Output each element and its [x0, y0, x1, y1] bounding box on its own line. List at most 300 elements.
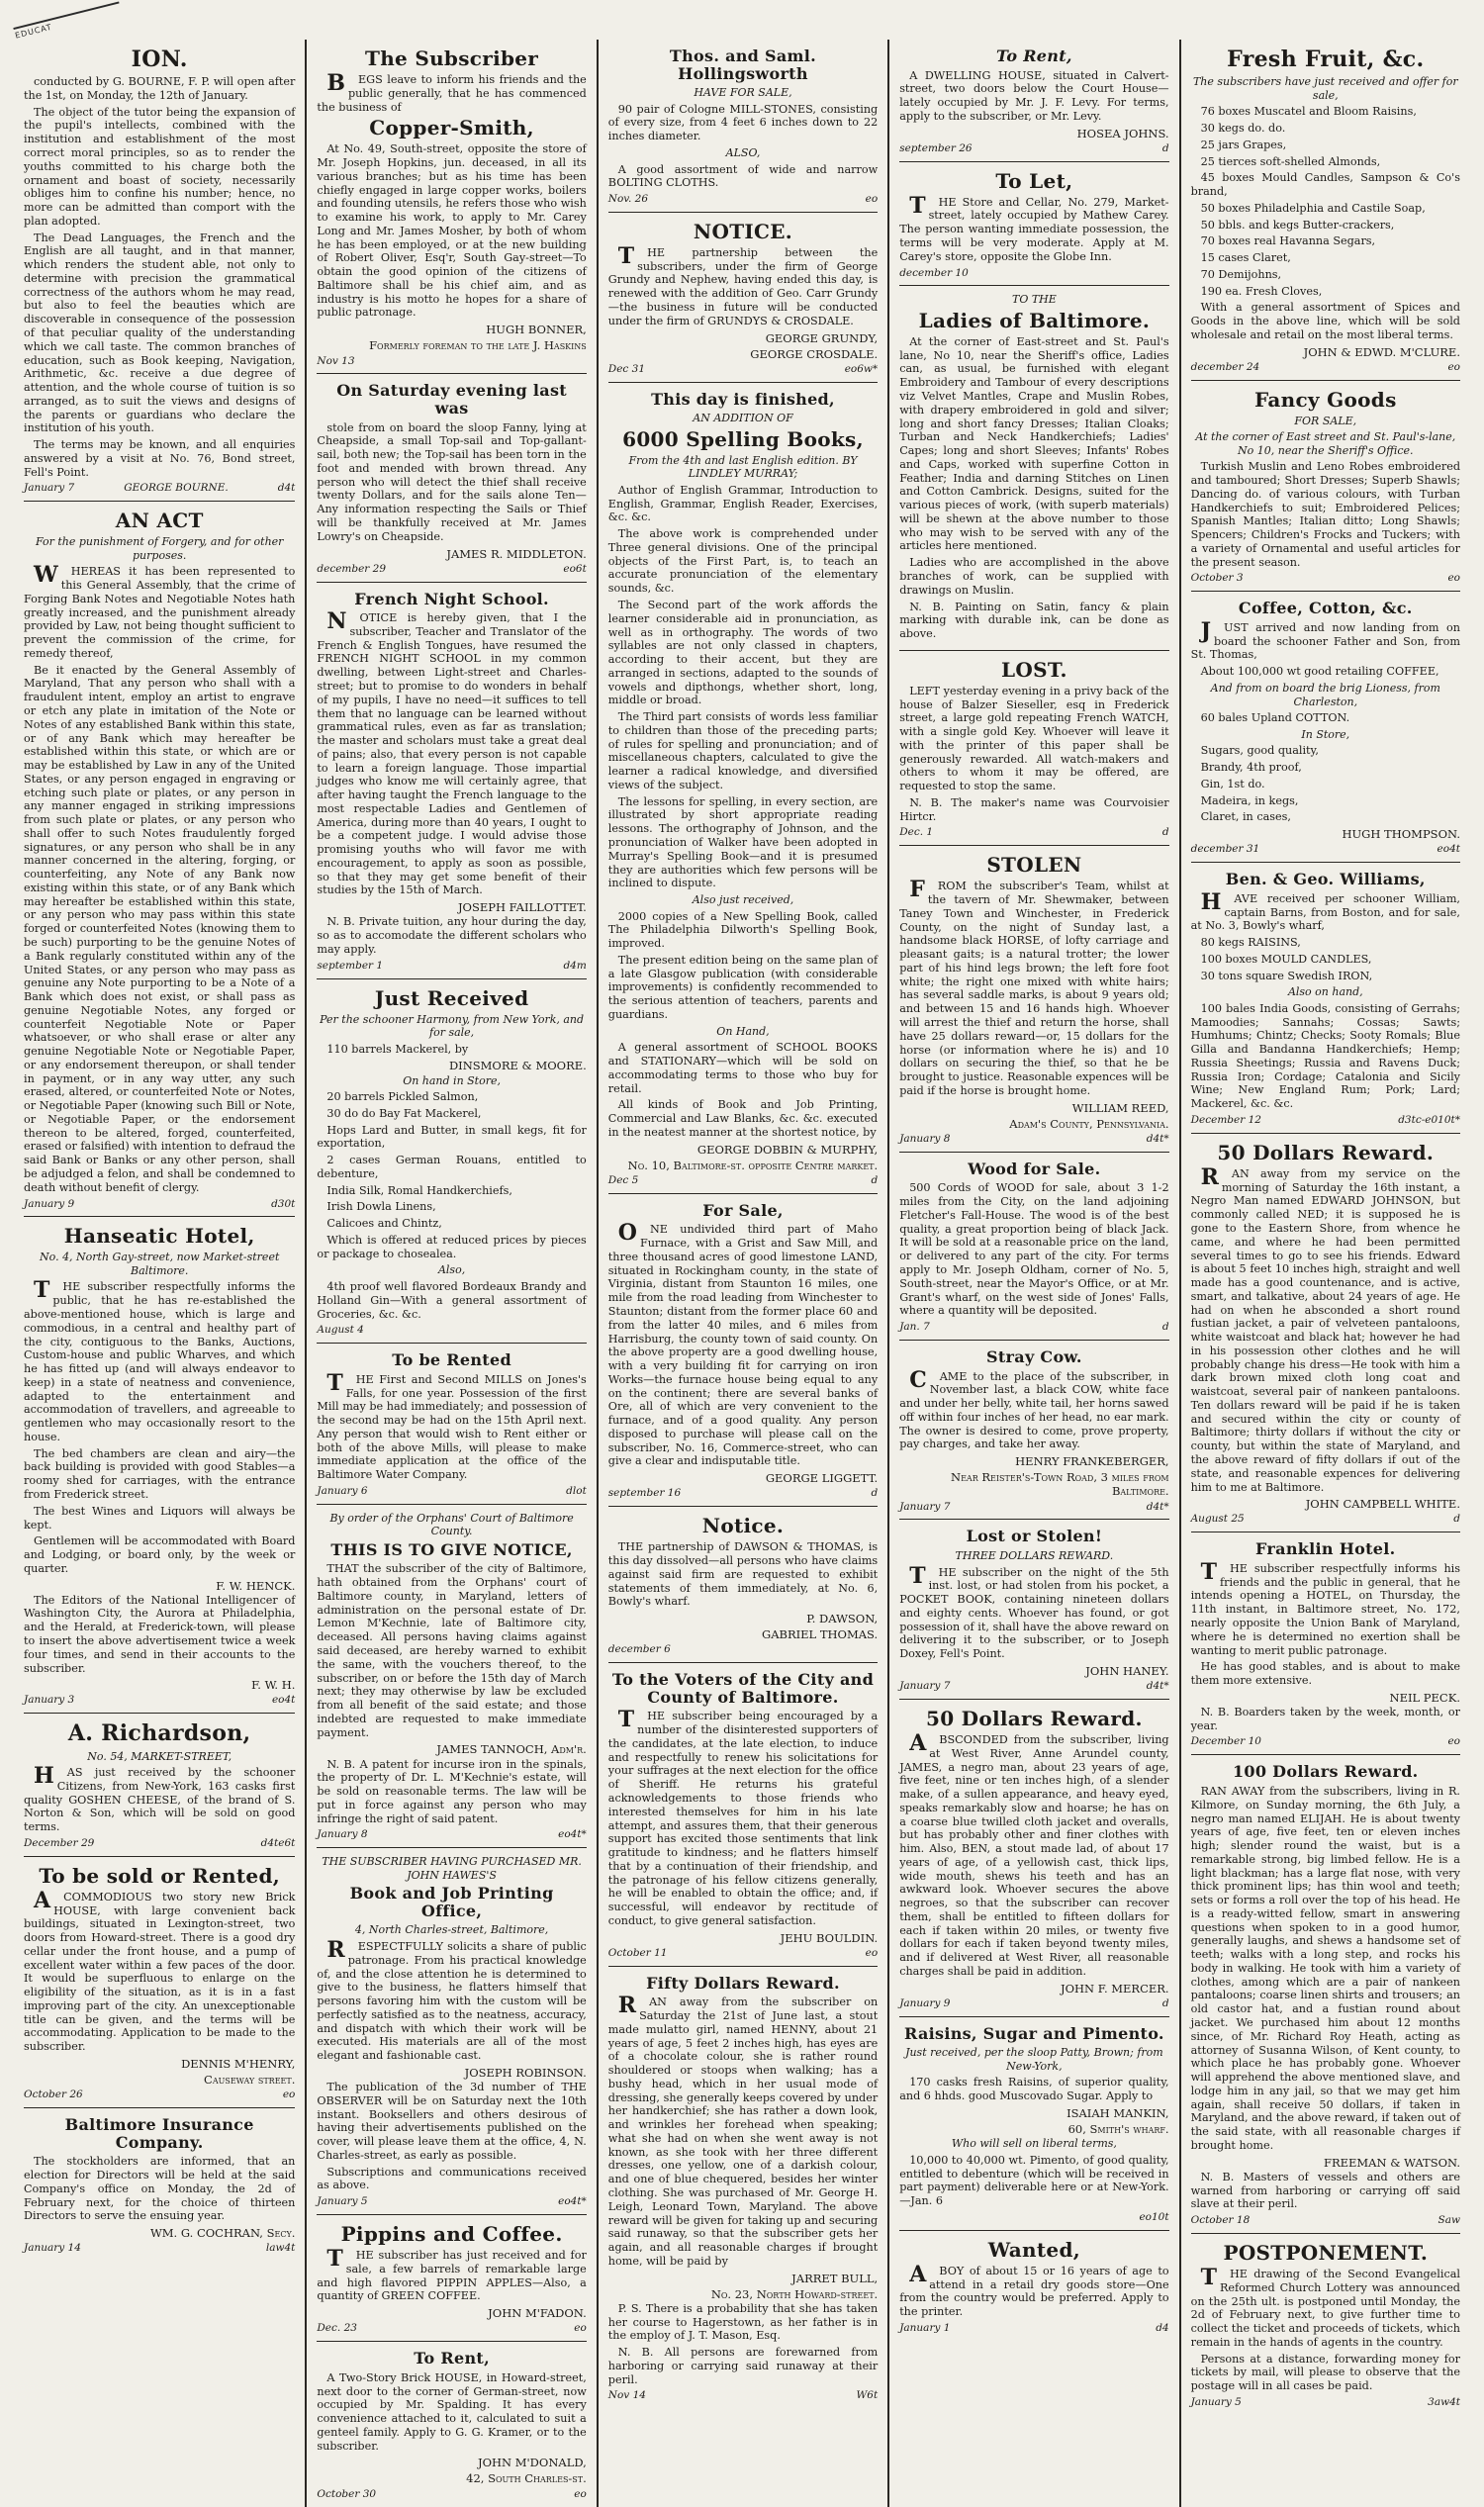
- ad-text: BEGS leave to inform his friends and the public generally, that he has commenced the business of: [317, 70, 587, 114]
- ad-title: AN ACT: [115, 509, 204, 533]
- ad-to-let: [899, 162, 1168, 287]
- ad-title: French Night School.: [354, 589, 549, 608]
- ad-footer: [317, 1324, 586, 1337]
- ad-text: THE subscriber respectfully informs his friends and the public in general, that he intends opening a HOTEL, on Thursday, the 11th instant, in Baltimore street, No. 172, nearly opposite the Union Bank of Maryland, where he is determined no exertion shall be wanting to merit public patronage.: [1190, 1558, 1460, 1657]
- ad-note: N. B. Boarders taken by the week, month, or year.: [1190, 1705, 1460, 1732]
- ad-line: Also on hand,: [1287, 985, 1363, 999]
- ad-signature: JOHN HANEY.: [1085, 1663, 1169, 1678]
- ad-footer: [608, 1643, 878, 1656]
- ad-footer: [1191, 1735, 1460, 1748]
- ad-title: To Let,: [995, 168, 1073, 193]
- ad-date: December 29: [24, 1836, 95, 1849]
- ad-text: RAN AWAY from the subscribers, living in R. Kilmore, on Sunday morning, the 6th July, a negro man named ELIJAH. He is about twenty years of age, five feet, ten or eleven inches high; slender round the waist, but is a remarkable strong, big limbed fellow. He is a light blackman; has a large flat nose, with very thick prominent lips; has thin wool and teeth; sets or forms a roll over the top of his head. He is a ready-witted fellow, smart in answering questions when spoken to in a good humor, generally laughs, and shews a handsome set of teeth; walks with a long step, and rocks his body in walking. He took with him a variety of clothes, among which are a pair of nankeen pantaloons; coarse linen shirts and trousers; an old castor hat, and a fustian round about jacket. We purchased him about 12 months since, of Mr. Richard Roy Heath, acting as attorney of Susanna Wilson, of Kent county, to which place he has probably gone. Whoever will apprehend the above mentioned slave, and lodge him in any jail, so that we may get him again, shall receive 50 dollars, if taken in Maryland, and the above reward, if taken out of the said state, with all reasonable charges if brought home.: [1190, 1784, 1460, 2152]
- ad-code: law4t: [265, 2242, 296, 2255]
- ad-text: conducted by G. BOURNE, F. P. will open after the 1st, on Monday, the 12th of January.: [24, 75, 296, 102]
- ad-note: N. B. All persons are forewarned from harboring or carrying said runaway at their peril.: [607, 2346, 879, 2386]
- ad-title: To Rent,: [995, 46, 1072, 65]
- ad-code: eo10t: [1139, 2210, 1169, 2223]
- ad-postponement: [1191, 2234, 1460, 2415]
- ad-pippins: [317, 2215, 586, 2342]
- ad-line: 80 kegs RAISINS,: [1200, 936, 1301, 950]
- ad-title: Hanseatic Hotel,: [63, 1224, 255, 1249]
- ad-title: Ben. & Geo. Williams,: [1225, 870, 1426, 889]
- ad-date: January 7: [899, 1500, 951, 1513]
- ad-wanted: [899, 2231, 1168, 2341]
- ad-date: september 26: [899, 141, 973, 154]
- ad-signature-note: Formerly foreman to the late J. Haskins: [369, 338, 587, 353]
- ad-text: stole from on board the sloop Fanny, lying at Cheapside, a small Top-sail and Top-gallant-sail, both new; the Top-sail has been torn in the foot and mended with brown thread. Any person who will detect the thief shall receive twenty Dollars, and for the sails alone Ten—Any information respecting the Sails or Thief will be thankfully received at Mr. James Lowry's on Cheapside.: [317, 420, 587, 543]
- ad-subtitle: The subscribers have just received and offer for sale,: [1192, 75, 1458, 102]
- ad-title: Lost or Stolen!: [966, 1527, 1103, 1546]
- ad-signature-address: 42, South Charles-st.: [466, 2471, 587, 2486]
- ad-footer: [317, 960, 586, 973]
- ad-signature-address: Near Reister's-Town Road, 3 miles from Baltimore.: [951, 1470, 1169, 1499]
- ad-subtitle: 4, North Charles-street, Baltimore,: [354, 1923, 549, 1937]
- ad-text: A Two-Story Brick HOUSE, in Howard-street, next door to the corner of German-street, now occupied by Mr. Spalding. It has every convenience attached to it, calculated to suit a genteel family. Apply to G. G. Kramer, or to the subscriber.: [317, 2370, 587, 2453]
- ad-code: d4t*: [1146, 1680, 1169, 1693]
- ad-notice-dawson: [608, 1507, 878, 1663]
- ad-text: Turkish Muslin and Leno Robes embroidered and tamboured; Short Dresses; Superb Shawls; Dancing do. of various colours, with Turban Handkerchiefs to suit; Embroidered Pelices; Spanish Mantles; Italian ditto; Long Shawls; Spencers; Children's Frocks and Tuckers; with a variety of Ornamental and useful articles for the present season.: [1190, 460, 1460, 569]
- ad-text: The above work is comprehended under Three general divisions. One of the principal objects of the First Part, is, to teach an accurate pronunciation of the elementary sounds, &c.: [607, 527, 879, 596]
- column-1: [14, 40, 305, 2507]
- ad-subtitle: THREE DOLLARS REWARD.: [955, 1549, 1114, 1563]
- ad-footer: [899, 1501, 1168, 1514]
- ad-title: Book and Job Printing Office,: [349, 1884, 554, 1920]
- ad-line: In Store,: [1301, 727, 1350, 741]
- ad-signature: GEORGE DOBBIN & MURPHY,: [696, 1142, 879, 1157]
- ad-line: 60 bales Upland COTTON.: [1200, 711, 1350, 725]
- ad-copper-smith: [317, 40, 586, 374]
- ad-signature: WILLIAM REED,: [1071, 1100, 1169, 1115]
- ad-code: d4: [1156, 2321, 1169, 2334]
- ad-line: 30 kegs do. do.: [1200, 121, 1286, 135]
- ad-subtitle: At the corner of East street and St. Paul's-lane, No 10, near the Sheriff's Office.: [1195, 430, 1456, 457]
- ad-subtitle: TO THE: [1011, 293, 1057, 307]
- ad-text: THE subscriber on the night of the 5th inst. lost, or had stolen from his pocket, a POCKET BOOK, containing nineteen dollars and eighty cents. Whoever has found, or got possession of it, shall have the above reward on delivering it to the subscriber, or to Joseph Doxey, Fell's Point.: [899, 1562, 1169, 1661]
- ad-line: 25 tierces soft-shelled Almonds,: [1200, 154, 1381, 168]
- ad-line: Who will sell on liberal terms,: [951, 2137, 1117, 2151]
- ad-title: Notice.: [701, 1514, 785, 1538]
- ad-date: Nov 14: [607, 2389, 646, 2402]
- ad-line: On hand in Store,: [403, 1073, 501, 1087]
- ad-act-forgery: [24, 502, 295, 1217]
- ad-line: 70 Demijohns,: [1200, 267, 1282, 281]
- ad-footer: [608, 193, 878, 206]
- ad-text: A good assortment of wide and narrow BOLTING CLOTHS.: [607, 162, 879, 190]
- ad-code: d30t: [271, 1197, 296, 1210]
- ad-coffee-cotton: [1191, 592, 1460, 863]
- ad-text: THE subscriber has just received and for sale, a few barrels of remarkable large and high flavored PIPPIN APPLES—Also, a quantity of GREEN COFFEE.: [317, 2246, 587, 2303]
- ad-line: Brandy, 4th proof,: [1200, 761, 1302, 775]
- ad-code: eo: [1447, 360, 1460, 373]
- ad-title: To be Rented: [392, 1350, 511, 1370]
- ad-title: Franklin Hotel.: [1255, 1539, 1396, 1559]
- ad-line: Sugars, good quality,: [1200, 744, 1319, 758]
- ad-raisins: [899, 2017, 1168, 2231]
- ad-footer: [608, 1947, 878, 1960]
- ad-signature: HENRY FRANKEBERGER,: [1015, 1454, 1169, 1469]
- ad-signature: DINSMORE & MOORE.: [448, 1059, 587, 1073]
- ad-line: 100 boxes MOULD CANDLES,: [1200, 952, 1372, 966]
- ad-title: Copper-Smith,: [369, 116, 534, 140]
- ad-signature: JOHN F. MERCER.: [1060, 1981, 1169, 1996]
- ad-code: W6t: [856, 2389, 879, 2402]
- ad-footer: [24, 1198, 295, 1211]
- ad-signature: NEIL PECK.: [1389, 1690, 1460, 1705]
- ad-orphans-court: [317, 1505, 586, 1848]
- ad-sold-rented: [24, 1857, 295, 2108]
- ad-date: december 10: [899, 266, 969, 279]
- ad-title: To the Voters of the City and County of Baltimore.: [611, 1670, 875, 1707]
- ad-line: 100 bales India Goods, consisting of Gerrahs; Mamoodies; Sannahs; Cossas; Sawts; Humhums; Chintz; Checks; Sooty Romals; Blue Gilla and Bandanna Handkerchiefs; Hemp; Russia Sheetings; Russia and Ravens Duck; Russia Iron; Cordage; Catalonia and Sicily Wine; New England Rum; Pork; Lard; Mackerel, &c. &c.: [1190, 1001, 1460, 1111]
- ad-line: 50 bbls. and kegs Butter-crackers,: [1200, 218, 1395, 232]
- ad-footer: [1191, 572, 1460, 585]
- column-4: [887, 40, 1178, 2507]
- ad-line: And from on board the brig Lioness, from Charleston,: [1210, 681, 1440, 708]
- ad-signature-address: Adam's County, Pennsylvania.: [1009, 1116, 1169, 1131]
- ad-date: september 16: [607, 1487, 682, 1500]
- ad-date: January 5: [317, 2195, 368, 2208]
- ad-code: eo6t: [563, 562, 587, 575]
- ad-note: The Editors of the National Intelligencer of Washington City, the Aurora at Philadelphia, and the Herald, at Frederick-town, will please to insert the above advertisement twice a week four times, and send in their accounts to the subscriber.: [24, 1593, 296, 1675]
- ad-fifty-dollars-2: [899, 1700, 1168, 2017]
- ad-text: The best Wines and Liquors will always be kept.: [24, 1504, 296, 1532]
- ad-title: Pippins and Coffee.: [340, 2222, 563, 2247]
- ad-text: At No. 49, South-street, opposite the store of Mr. Joseph Hopkins, jun. deceased, in all its various branches; but as his time has been chiefly engaged in large copper works, boilers and founding utensils, he refers those who wish to examine his work, to apply to Mr. Carey Long and Mr. James Mosher, by both of whom he has been employed, or at the new building of Robert Oliver, Esq'r, South Gay-street—To obtain the good opinion of the citizens of Baltimore shall be his chief aim, and as industry is his motto he hopes for a share of public patronage.: [317, 142, 587, 320]
- ad-line: 70 boxes real Havanna Segars,: [1200, 234, 1376, 248]
- ad-line: HAVE received per schooner William, captain Barns, from Boston, and for sale, at No. 3, Bowly's wharf,: [1190, 888, 1460, 933]
- ad-code: 3aw4t: [1428, 2395, 1460, 2408]
- ad-mills-rented: [317, 1344, 586, 1505]
- ad-title: Wood for Sale.: [968, 1159, 1101, 1178]
- ad-title: Coffee, Cotton, &c.: [1238, 599, 1413, 618]
- ad-date: October 26: [24, 2089, 83, 2101]
- ad-footer: [1191, 2396, 1460, 2409]
- ad-code: d4t*: [1146, 1500, 1169, 1513]
- ad-subtitle: No. 54, MARKET-STREET,: [87, 1749, 232, 1763]
- ad-text: RESPECTFULLY solicits a share of public patronage. From his practical knowledge of, and the close attention he is determined to give to the business, he flatters himself that persons favoring him with the custom will be perfectly satisfied as to the neatness, accuracy, and dispatch with which their work will be executed. His materials are all of the most elegant and fashionable cast.: [317, 1936, 587, 2063]
- ad-title: THIS IS TO GIVE NOTICE,: [330, 1539, 573, 1559]
- ad-footer: [317, 355, 586, 368]
- ad-note: P. S. There is a probability that she has taken her course to Hagerstown, as her father is in the employ of J. T. Mason, Esq.: [607, 2301, 879, 2343]
- ad-title: This day is finished,: [651, 389, 835, 409]
- ad-date: January 6: [317, 1484, 368, 1497]
- ad-date: January 9: [24, 1197, 75, 1210]
- ad-text: Gentlemen will be accommodated with Board and Lodging, or board only, by the week or quarter.: [24, 1534, 296, 1575]
- ad-title: Thos. and Saml. Hollingsworth: [669, 46, 817, 83]
- ad-date: January 14: [24, 2242, 81, 2255]
- ad-signature: P. DAWSON,: [806, 1612, 879, 1626]
- ad-text: WHEREAS it has been represented to this General Assembly, that the crime of Forging Bank Notes and Negotiable Notes hath greatly increased, and the punishment already provided by Law, not being thought sufficient to prevent the commission of the crime, for remedy thereof,: [24, 562, 296, 660]
- ad-date: December 10: [1190, 1735, 1261, 1748]
- ad-line: JUST arrived and now landing from on board the schooner Father and Son, from St. Thomas,: [1190, 617, 1460, 662]
- ad-code: d4te6t: [260, 1836, 296, 1849]
- ad-signature: JAMES R. MIDDLETON.: [446, 546, 587, 561]
- ad-footer: [317, 2322, 586, 2335]
- ad-french-school: [317, 583, 586, 979]
- ad-signature: JOHN CAMPBELL WHITE.: [1305, 1497, 1460, 1512]
- ad-code: d: [871, 1173, 879, 1186]
- column-2: [305, 40, 596, 2507]
- ad-subtitle: By order of the Orphans' Court of Baltimore County.: [329, 1511, 574, 1538]
- ad-date: september 1: [317, 959, 384, 972]
- ad-footer: [24, 482, 295, 495]
- ad-code: d4t*: [1146, 1132, 1169, 1145]
- ad-text: THE partnership of DAWSON & THOMAS, is this day dissolved—all persons who have claims against said firm are requested to exhibit statements of them immediately, at No. 6, Bowly's wharf.: [607, 1540, 879, 1609]
- ad-title: 6000 Spelling Books,: [622, 426, 864, 451]
- ad-code: eo4t: [1437, 843, 1460, 856]
- ad-line: 30 do do Bay Fat Mackerel,: [326, 1106, 482, 1120]
- ad-text: THE subscriber respectfully informs the public, that he has re-established the above-mentioned house, which is large and commodious, in a central and healthy part of the city, contiguous to the Banks, Auctions, Custom-house and public Wharves, and which he has fitted up (and will always endeavor to keep) in a state of neatness and convenience, adapted to the entertainment and accommodation of travellers, and agreeable to gentlemen who may occasionally resort to the house.: [24, 1277, 296, 1443]
- ad-footer: [317, 563, 586, 576]
- ad-footer: [317, 1828, 586, 1841]
- ad-line: 170 casks fresh Raisins, of superior quality, and 6 hhds. good Muscovado Sugar. Apply to: [899, 2076, 1169, 2103]
- ad-stray-cow: [899, 1341, 1168, 1521]
- ad-text: ACOMMODIOUS two story new Brick HOUSE, with large convenient back buildings, situated in Lexington-street, two doors from Howard-street. There is a good dry cellar under the front house, and a pump of excellent water within a few paces of the door. It would be superfluous to enlarge on the eligibility of the situation, as it is in a fast improving part of the city. An unexceptionable title can be given, and the terms will be accommodating. Application to be made to the subscriber.: [24, 1887, 296, 2054]
- ad-signature: GEORGE CROSDALE.: [750, 346, 879, 361]
- columns: [14, 40, 1470, 2500]
- ad-text: The terms may be known, and all enquiries answered by a visit at No. 76, Bond street, Fell's Point.: [24, 438, 296, 479]
- ad-line: 15 cases Claret,: [1200, 251, 1291, 265]
- ad-subtitle: Per the schooner Harmony, from New York, and for sale,: [320, 1012, 585, 1040]
- ad-subtitle: AN ADDITION OF: [693, 412, 793, 425]
- ad-text: CAME to the place of the subscriber, in November last, a black COW, white face and under her belly, white tail, her horns sawed off within four inches of her head, no ear mark. The owner is desired to come, prove property, pay charges, and take her away.: [899, 1366, 1169, 1451]
- ad-date: October 11: [607, 1946, 668, 1959]
- ad-line: 110 barrels Mackerel, by: [326, 1042, 469, 1056]
- ad-text: A DWELLING HOUSE, situated in Calvert-street, two doors below the Court House—lately occupied by Mr. J. F. Levy. For terms, apply to the subscriber, or Mr. Levy.: [899, 68, 1169, 123]
- ad-text: The Second part of the work affords the learner considerable aid in pronunciation, as well as in orthography. The words of two syllables are not only classed in chapters, according to their accent, but they are arranged in sections, adapted to the sounds of vowels and dipthongs, whether short, long, middle or broad.: [607, 599, 879, 707]
- ad-text: Persons at a distance, forwarding money for tickets by mail, will please to observe that the postage will in all cases be paid.: [1190, 2352, 1460, 2393]
- ad-signature: GEORGE LIGGETT.: [765, 1471, 879, 1486]
- ad-code: d: [1161, 826, 1169, 839]
- ad-lost-stolen: [899, 1520, 1168, 1700]
- ad-insurance: [24, 2108, 295, 2261]
- ad-line: 10,000 to 40,000 wt. Pimento, of good quality, entitled to debenture (which will be received in part payment) deliverable here or at New-York.—Jan. 6: [899, 2153, 1169, 2208]
- ad-williams: [1191, 863, 1460, 1134]
- ad-rent-house: [317, 2342, 586, 2506]
- ad-code: d4t: [277, 482, 296, 495]
- ad-text: The present edition being on the same plan of a late Glasgow publication (with considerable improvements) is confidently recommended to the serious attention of teachers, parents and guardians.: [607, 953, 879, 1021]
- ad-date: January 8: [317, 1828, 368, 1841]
- ad-signature: HUGH THOMPSON.: [1342, 827, 1460, 842]
- ad-signature: DENNIS M'HENRY,: [181, 2056, 296, 2071]
- ad-signature: JARRET BULL,: [791, 2271, 879, 2285]
- ad-text: RAN away from my service on the morning of Saturday the 16th instant, a Negro Man named EDWARD JOHNSON, but commonly called NED; it is supposed he is gone to the Eastern Shore, from whence he came, and where he had been permitted several times to go to see his friends. Edward is about 5 feet 10 inches high, straight and well made has a good countenance, and is active, smart, and talkative, about 24 years of age. He had on when he absconded a short round fustian jacket, a pair of velveteen pantaloons, white waistcoat and black hat; however he had in his possession other clothes and he will probably change his dress—He took with him a dark brown mixed cloth long coat and waistcoat, several pair of nankeen pantaloons. Ten dollars reward will be paid if he is taken and secured within the city or county of Baltimore; thirty dollars if without the city or county, but within the state of Maryland, and the above reward of fifty dollars if out of the state, and reasonable expences for delivering him to me at Baltimore.: [1190, 1163, 1460, 1494]
- ad-date: december 24: [1190, 360, 1260, 373]
- ad-title: NOTICE.: [693, 219, 793, 243]
- ad-text: ONE undivided third part of Maho Furnace, with a Grist and Saw Mill, and three thousand acres of good limestone LAND, situated in Rockingham county, in the state of Virginia, distant from Staunton 16 miles, one mile from the road leading from Winchester to Staunton; distant from the former place 60 and from the latter 40 miles, and 6 miles from Harrisburg, the county town of said county. On the above property are a good dwelling house, with a very building fit for carrying on iron Works—the furnace house being equal to any on the continent; there are several banks of Ore, all of which are very convenient to the furnace, and of a good quality. Any person disposed to purchase will please call on the subscriber, No. 16, Commerce-street, who can give a clear and indisputable title.: [607, 1220, 879, 1468]
- ad-title: 100 Dollars Reward.: [1233, 1762, 1419, 1782]
- ad-text: Author of English Grammar, Introduction to English, Grammar, English Reader, Exercises, &c. &c.: [607, 483, 879, 524]
- ad-footer: [317, 2195, 586, 2208]
- ad-rent-dwelling: [899, 40, 1168, 162]
- ad-line: Madeira, in kegs,: [1200, 793, 1299, 807]
- ad-footer: [608, 1487, 878, 1500]
- ad-subtitle: Just received, per the sloop Patty, Brown; from New-York,: [905, 2046, 1163, 2073]
- ad-line: Which is offered at reduced prices by pieces or package to chosealea.: [317, 1233, 587, 1260]
- ad-subtitle: FOR SALE,: [1294, 414, 1357, 427]
- ad-code: eo6w*: [844, 362, 879, 375]
- ad-notice-grundy: [608, 213, 878, 383]
- ad-note: The publication of the 3d number of THE OBSERVER will be on Saturday next the 10th instant. Booksellers and others desirous of having their advertisements published on the cover, will please leave them at the office, 4, N. Charles-street, as early as possible.: [317, 2081, 587, 2162]
- ad-signature: F. W. H.: [251, 1678, 296, 1693]
- ad-title: On Saturday evening last was: [336, 381, 567, 418]
- ad-signature-address: No. 10, Baltimore-st. opposite Centre market.: [627, 1158, 879, 1172]
- ad-subtitle: HAVE FOR SALE,: [694, 86, 792, 100]
- ad-lost-watch: [899, 651, 1168, 847]
- ad-line: 45 boxes Mould Candles, Sampson & Co's brand,: [1190, 171, 1460, 199]
- ad-footer: [1191, 361, 1460, 374]
- ad-date: Dec. 23: [317, 2322, 357, 2335]
- ad-signature: HOSEA JOHNS.: [1076, 126, 1169, 140]
- ad-date: Jan. 7: [899, 1321, 930, 1334]
- ad-title: Fancy Goods: [1253, 387, 1397, 412]
- ad-footer: [608, 2389, 878, 2402]
- ad-fifty-dollars-3: [1191, 1134, 1460, 1532]
- ad-footer: [608, 1174, 878, 1187]
- ad-fresh-fruit: [1191, 40, 1460, 381]
- ad-signature: JOSEPH FAILLOTTET.: [457, 900, 587, 915]
- ad-signature: ISAIAH MANKIN,: [1067, 2105, 1169, 2120]
- ad-date: January 1: [899, 2321, 951, 2334]
- ad-signature: JOHN M'DONALD,: [477, 2456, 587, 2470]
- ad-signature: JOHN & EDWD. M'CLURE.: [1303, 344, 1460, 359]
- ad-richardson: [24, 1714, 295, 1856]
- ad-note: N. B. Private tuition, any hour during the day, so as to accomodate the different scholars who may apply.: [317, 915, 587, 956]
- ad-title: 50 Dollars Reward.: [1217, 1140, 1435, 1164]
- ad-signature: WM. G. COCHRAN, Secy.: [149, 2226, 296, 2241]
- ad-text: At the corner of East-street and St. Paul's lane, No 10, near the Sheriff's office, Ladies can, as usual, be furnished with elegant Embroidery and Tambour of every descriptions viz Velvet Mantles, Crape and Muslin Robes, with drapery embroidered in gold and silver; long and short fancy Dresses; Italian Cloaks; Turban and Neck Handkerchiefs; Ladies' Capes; long and short Sleeves; Infants' Robes and Caps, worked with superfine Cotton in Feather; India and darning Stitches on Linen and Cotton Cambrick. Designs, suited for the various pieces of work, (with superb materials) will be shewn at the above number to those who may wish to be served with any of the articles here mentioned.: [899, 334, 1169, 553]
- ad-footer: [317, 1485, 586, 1498]
- column-3: [597, 40, 887, 2507]
- ad-footer: [24, 1837, 295, 1850]
- ad-date: december 29: [317, 562, 387, 575]
- ad-line: 30 tons square Swedish IRON,: [1200, 969, 1373, 982]
- ad-printing-office: [317, 1848, 586, 2215]
- ad-text: All kinds of Book and Job Printing, Commercial and Law Blanks, &c. &c. executed in the neatest manner at the shortest notice, by: [607, 1098, 879, 1139]
- ad-text: N. B. Painting on Satin, fancy & plain marking with durable ink, can be done as above.: [899, 600, 1169, 641]
- ad-line: On Hand,: [716, 1024, 770, 1038]
- column-5: [1179, 40, 1470, 2507]
- ad-fifty-dollars: [608, 1967, 878, 2409]
- ad-title: Wanted,: [987, 2237, 1080, 2262]
- ad-code: eo4t*: [558, 2195, 587, 2208]
- ad-date: Nov. 26: [607, 193, 649, 206]
- ad-title: Just Received: [374, 985, 529, 1010]
- ad-title: For Sale,: [702, 1200, 784, 1220]
- ad-date: January 3: [24, 1694, 75, 1707]
- ad-signature-address: No. 23, North Howard-street.: [710, 2286, 879, 2301]
- ad-line: With a general assortment of Spices and Goods in the above line, which will be sold wholesale and retail on the most liberal terms.: [1190, 301, 1460, 341]
- ad-text: The lessons for spelling, in every section, are illustrated by short appropriate reading lessons. The orthography of Johnson, and the pronunciation of Walker have been adopted in Murray's Spelling Book—and it is presumed they are authorities which few persons will be inclined to dispute.: [607, 794, 879, 890]
- ad-date: October 3: [1190, 572, 1244, 585]
- ad-franklin-hotel: [1191, 1532, 1460, 1755]
- ad-footer: [899, 142, 1168, 155]
- ad-line: 20 barrels Pickled Salmon,: [326, 1090, 479, 1104]
- ad-text: THAT the subscriber of the city of Baltimore, hath obtained from the Orphans' court of Baltimore county, in Maryland, letters of administration on the personal estate of Dr. Lemon M'Kechnie, late of Baltimore city, deceased. All persons having claims against said deceased, are hereby warned to exhibit the same, with the vouchers thereof, to the subscriber, on or before the 15th day of March next; they may otherwise by law be excluded from all benefit of the said estate; and those indebted are requested to make immediate payment.: [317, 1562, 587, 1739]
- ad-signature: GEORGE BOURNE.: [124, 482, 229, 495]
- ad-footer: [1191, 1114, 1460, 1127]
- ad-note: N. B. A patent for incurse iron in the spinals, the property of Dr. L. M'Kechnie's estate, will be sold on reasonable terms. The law will be put in force against any person who may infringe the right of said patent.: [317, 1757, 587, 1825]
- ad-footer: [317, 2488, 586, 2501]
- ad-title: Baltimore Insurance Company.: [64, 2115, 254, 2152]
- ad-lead: THE SUBSCRIBER HAVING PURCHASED MR. JOHN HAWES'S: [322, 1855, 582, 1882]
- ad-text: LEFT yesterday evening in a privy back of the house of Balzer Sieseller, esq in Frederick street, a large gold repeating French WATCH, with a single gold Key. Whoever will leave it with the printer of this paper shall be generously rewarded. All watch-makers and others to whom it may be offered, are requested to stop the same.: [899, 684, 1169, 793]
- ad-signature: F. W. HENCK.: [216, 1578, 296, 1593]
- ad-signature-address: Causeway street.: [204, 2073, 296, 2088]
- ad-code: eo: [1447, 1735, 1460, 1748]
- ad-hanseatic-hotel: [24, 1217, 295, 1714]
- ad-code: d: [1161, 1996, 1169, 2009]
- ad-text: A general assortment of SCHOOL BOOKS and STATIONARY—which will be sold on accommodating terms to those who buy for retail.: [607, 1041, 879, 1095]
- ad-text: THE Store and Cellar, No. 279, Market-street, lately occupied by Mathew Carey. The person wanting immediate possession, the terms will be very moderate. Apply at M. Carey's store, opposite the Globe Inn.: [899, 192, 1169, 263]
- ad-signature: JAMES TANNOCH, Adm'r.: [436, 1742, 587, 1757]
- ad-code: eo: [282, 2089, 296, 2101]
- ad-line: Irish Dowla Linens,: [326, 1200, 436, 1214]
- ad-code: eo: [865, 1946, 879, 1959]
- ad-date: Dec 31: [607, 362, 646, 375]
- ad-title: Ladies of Baltimore.: [918, 308, 1151, 332]
- ad-text: NOTICE is hereby given, that I the subscriber, Teacher and Translator of the French & English Tongues, have resumed the FRENCH NIGHT SCHOOL in my common dwelling, between Light-street and Charles-street; but to promise to do wonders in behalf of my pupils, I have no need—it suffices to tell them that no language can be learned without grammatical rules, even as far as translation; the master and scholars must take a great deal of pains; also, that every person is not capable to learn a foreign language. Those impartial judges who know me will certainly agree, that after having taught the French language to the most respectable Ladies and Gentlemen of America, during more than 40 years, I ought to be a competent judge. I would advise those promising youths who will favor me with encouragement, to apply as soon as possible, so that they may get some benefit of their studies by the 15th of March.: [317, 608, 587, 897]
- ad-line: 50 boxes Philadelphia and Castile Soap,: [1200, 201, 1426, 215]
- ad-title: Raisins, Sugar and Pimento.: [904, 2023, 1164, 2043]
- ad-text: Be it enacted by the General Assembly of Maryland, That any person who shall with a fraudulent intent, employ an artist to engrave or etch any plate in imitation of the Note or Notes of any established Bank within this state, or of any Bank which may hereafter be established within this state, or which are or may be established by Law in any of the United States, or any person engaged in engraving or etching such plate or plates, or any person in any manner engaged in striking impressions from such plate or plates, or any person who shall offer to such Notes fraudulently forged signatures, or any person who shall be in any manner concerned in the altering, forging, or counterfeiting, any Note of any Bank now existing within this state, or of any Bank which may hereafter be established within this state, or any person who may pass within this state forged or counterfeited Notes (knowing them to be such) purporting to be the genuine Notes of a Bank regularly constituted within any of the United States, or any person who may pass as genuine any Note purporting to be a Note of a Bank which does not exist, or shall pass as genuine Negotiable Notes, any forged or counterfeit Negotiable Note or Paper whatsoever, or who shall erase or alter any genuine Negotiable Note or Negotiable Paper, or any endorsement thereupon, or shall tender in payment, or in any way utter, any such erased, altered, or counterfeited Note or Notes, or Negotiable Paper (knowing such Bill or Note, or Negotiable Paper, or the endorsement thereon to be altered, forged, counterfeited, erased or falsified) with intention to defraud the said Bank or Banks or any other person, shall be adjudged a felon, and shall be condemned to death without benefit of clergy.: [24, 663, 296, 1194]
- ad-text: The stockholders are informed, that an election for Directors will be held at the said Company's office on Monday, the 2d of February next, for the choice of thirteen Directors to serve the ensuing year.: [24, 2155, 296, 2223]
- ad-code: eo4t: [271, 1694, 296, 1707]
- ad-text: The object of the tutor being the expansion of the pupil's intellects, combined with the institution and establishment of the most correct moral principles, so as to render the youths committed to his charge both the ornament and boast of society, necessarily obliges him to confine his number; hence, no more can be admitted than comport with the plan adopted.: [24, 105, 296, 228]
- ad-line: Gin, 1st do.: [1200, 777, 1265, 790]
- ad-date: december 31: [1190, 843, 1260, 856]
- ad-line: Hops Lard and Butter, in small kegs, fit for exportation,: [317, 1123, 587, 1151]
- ad-title: The Subscriber: [365, 46, 539, 70]
- ad-code: d: [1161, 141, 1169, 154]
- ad-text: FROM the subscriber's Team, whilst at the tavern of Mr. Shewmaker, between Taney Town and Winchester, in Frederick County, on the night of Sunday last, a handsome black HORSE, of lofty carriage and pleasant gaits; is a natural trotter; the lower part of his hind legs brown; the left fore foot white; the right one mixed with white hairs; has several saddle marks, is about 9 years old; and between 15 and 16 hands high. Whoever will arrest the thief and return the horse, shall have 25 dollars reward—or, 15 dollars for the horse (or information where he is) and 10 dollars on securing the thief, so that he be brought to justice. Reasonable expences will be paid if the horse is brought home.: [899, 877, 1169, 1097]
- ad-line: 4th proof well flavored Bordeaux Brandy and Holland Gin—With a general assortment of Groceries, &c. &c.: [317, 1279, 587, 1321]
- ad-text: He has good stables, and is about to make them more extensive.: [1190, 1660, 1460, 1688]
- ad-text: THE partnership between the subscribers, under the firm of George Grundy and Nephew, having ended this day, is renewed with the addition of Geo. Carr Grundy—the business in future will be conducted under the firm of GRUNDYS & CROSDALE.: [607, 242, 879, 327]
- ad-title: ION.: [131, 46, 188, 72]
- ad-text: THE drawing of the Second Evangelical Reformed Church Lottery was announced on the 25th ult. is postponed until Monday, the 2d of February next, to give further time to collect the ticket and proceeds of tickets, which remain in the hands of agents in the country.: [1190, 2265, 1460, 2349]
- ad-text: The Dead Languages, the French and the English are all taught, and in that manner, which renders the student able, not only to determine with precision the grammatical correctness of the authors whom he may read, but also to feel the beauties which are discoverable in consequence of the possession of that peculiar quality of the understanding which we call taste. The common branches of education, such as Book keeping, Navigation, Arithmetic, &c. receive a due degree of attention, and the whole course of tuition is so arranged, as to suit the views and designs of the parents or guardians who declare the institution of his youth.: [24, 231, 296, 435]
- ad-hundred-dollars: [1191, 1755, 1460, 2234]
- ad-footer: [899, 267, 1168, 280]
- ad-code: eo4t*: [558, 1828, 587, 1841]
- ad-title: To Rent,: [414, 2349, 490, 2368]
- ad-text: 2000 copies of a New Spelling Book, called The Philadelphia Dilworth's Spelling Book, improved.: [607, 909, 879, 951]
- ad-date: december 6: [607, 1643, 671, 1656]
- ad-hollingsworth: [608, 40, 878, 213]
- ad-line: India Silk, Romal Handkerchiefs,: [326, 1183, 512, 1197]
- ad-line: 2 cases German Rouans, entitled to debenture,: [317, 1154, 587, 1180]
- ad-date: October 18: [1190, 2214, 1251, 2227]
- ad-stolen-sails: [317, 374, 586, 582]
- ad-subtitle: From the 4th and last English edition. BY LINDLEY MURRAY;: [628, 453, 858, 481]
- ad-code: d3tc-e010t*: [1398, 1114, 1460, 1126]
- ad-line: 190 ea. Fresh Cloves,: [1200, 284, 1323, 298]
- ad-date: Nov 13: [317, 354, 355, 367]
- ad-date: January 7: [899, 1680, 951, 1693]
- ad-voters: [608, 1663, 878, 1966]
- ad-line: Calicoes and Chintz,: [326, 1217, 442, 1231]
- ad-footer: [1191, 2214, 1460, 2227]
- ad-title: Fresh Fruit, &c.: [1227, 46, 1425, 72]
- ad-line: ALSO,: [725, 146, 761, 159]
- ad-subtitle: No. 4, North Gay-street, now Market-street Baltimore.: [40, 1251, 280, 1277]
- ad-text: The Third part consists of words less familiar to children than those of the preceding parts; of rules for spelling and pronunciation; and of miscellaneous chapters, calculated to give the learner a radical knowledge, and diversified views of the subject.: [607, 710, 879, 791]
- ad-line: About 100,000 wt good retailing COFFEE,: [1200, 665, 1439, 679]
- ad-ladies: [899, 286, 1168, 650]
- ad-line: Also just received,: [692, 893, 794, 907]
